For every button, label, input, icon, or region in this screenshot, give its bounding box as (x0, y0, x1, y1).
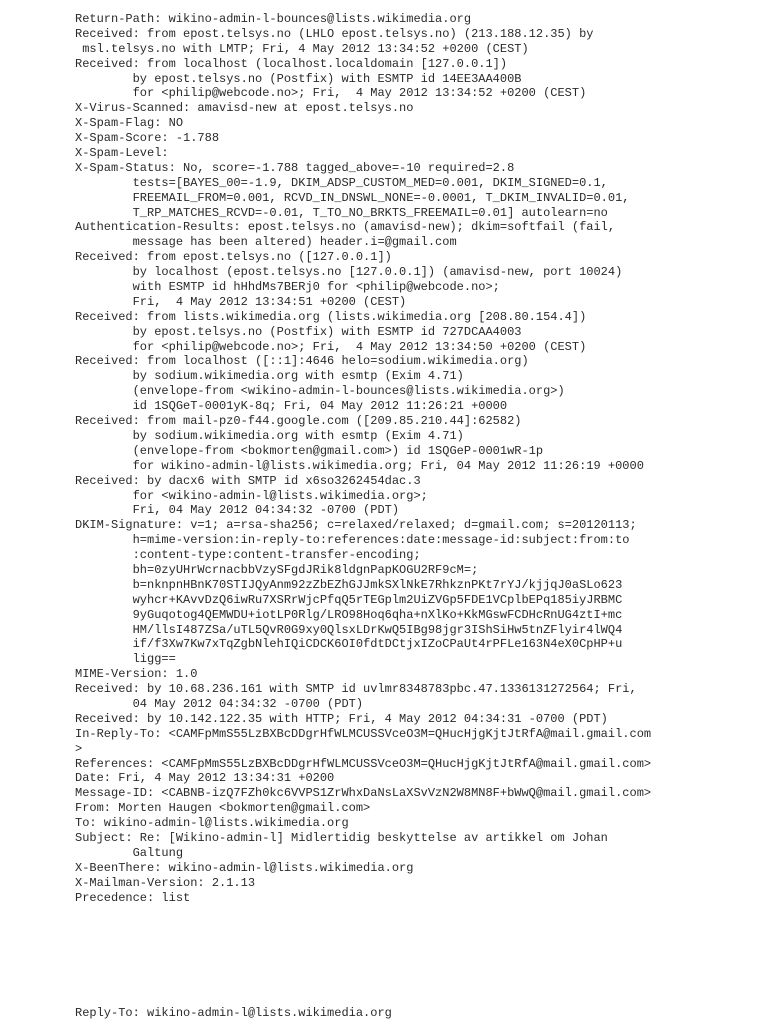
header-line: DKIM-Signature: v=1; a=rsa-sha256; c=relaxed/relaxed; d=gmail.com; s=20120113; (75, 518, 637, 533)
header-line: > (75, 741, 83, 756)
header-line: X-Mailman-Version: 2.1.13 (75, 875, 256, 890)
header-line: MIME-Version: 1.0 (75, 667, 198, 682)
header-line: msl.telsys.no with LMTP; Fri, 4 May 2012 13:34:52 +0200 (CEST) (75, 41, 529, 56)
header-line: Return-Path: wikino-admin-l-bounces@lists.wikimedia.org (75, 12, 472, 26)
header-line: wyhcr+KAvvDzQ6iwRu7XSRrWjcPfqQ5rTEGplm2UiZVGp5FDE1VCplbEPq185iyJRBMC (75, 592, 623, 607)
header-line: To: wikino-admin-l@lists.wikimedia.org (75, 816, 349, 831)
header-line: ligg== (75, 652, 176, 667)
header-line: by localhost (epost.telsys.no [127.0.0.1]) (amavisd-new, port 10024) (75, 265, 623, 280)
header-line: T_RP_MATCHES_RCVD=-0.01, T_TO_NO_BRKTS_FREEMAIL=0.01] autolearn=no (75, 205, 608, 220)
header-line: X-Spam-Flag: NO (75, 116, 184, 131)
header-line: by sodium.wikimedia.org with esmtp (Exim 4.71) (75, 428, 464, 443)
header-line: Received: from localhost (localhost.localdomain [127.0.0.1]) (75, 56, 508, 71)
header-line: for <wikino-admin-l@lists.wikimedia.org>; (75, 488, 428, 503)
header-line: Fri, 4 May 2012 13:34:51 +0200 (CEST) (75, 294, 407, 309)
header-line: Galtung (75, 845, 184, 860)
reply-to-line: Reply-To: wikino-admin-l@lists.wikimedia.org (75, 1006, 392, 1020)
header-line: Message-ID: <CABNB-izQ7FZh0kc6VVPS1ZrWhxDaNsLaXSvVzN2W8MN8F+bWwQ@mail.gmail.com> (75, 786, 652, 801)
header-line: b=nknpnHBnK70STIJQyAnm92zZbEZhGJJmkSXlNkE7RhkznPKt7rYJ/kjjqJ0aSLo623 (75, 577, 623, 592)
header-line: if/f3Xw7Kw7xTqZgbNlehIQiCDCK6OI0fdtDCtjxIZoCPaUt4rPFLe163N4eX0CpHP+u (75, 637, 623, 652)
header-line: tests=[BAYES_00=-1.9, DKIM_ADSP_CUSTOM_MED=0.001, DKIM_SIGNED=0.1, (75, 175, 608, 190)
header-line: Date: Fri, 4 May 2012 13:34:31 +0200 (75, 771, 335, 786)
header-line: X-BeenThere: wikino-admin-l@lists.wikimedia.org (75, 860, 414, 875)
header-line: id 1SQGeT-0001yK-8q; Fri, 04 May 2012 11:26:21 +0000 (75, 399, 508, 414)
header-line: Received: from lists.wikimedia.org (lists.wikimedia.org [208.80.154.4]) (75, 309, 587, 324)
header-line: by sodium.wikimedia.org with esmtp (Exim 4.71) (75, 369, 464, 384)
header-line: X-Virus-Scanned: amavisd-new at epost.telsys.no (75, 101, 414, 116)
header-line: for <philip@webcode.no>; Fri, 4 May 2012 13:34:52 +0200 (CEST) (75, 86, 587, 101)
header-line: (envelope-from <wikino-admin-l-bounces@lists.wikimedia.org>) (75, 384, 565, 399)
header-line: 9yGuqotog4QEMWDU+iotLP0Rlg/LRO98Hoq6qha+nXlKo+KkMGswFCDHcRnUG4ztI+mc (75, 607, 623, 622)
header-line: Received: from epost.telsys.no ([127.0.0.1]) (75, 250, 392, 265)
header-line: Received: from epost.telsys.no (LHLO epost.telsys.no) (213.188.12.35) by (75, 26, 594, 41)
header-line: X-Spam-Score: -1.788 (75, 131, 220, 146)
header-line: Precedence: list (75, 890, 191, 905)
header-line: for wikino-admin-l@lists.wikimedia.org; Fri, 04 May 2012 11:26:19 +0000 (75, 458, 644, 473)
header-line: Subject: Re: [Wikino-admin-l] Midlertidig beskyttelse av artikkel om Johan (75, 830, 608, 845)
header-line: Received: by 10.68.236.161 with SMTP id uvlmr8348783pbc.47.1336131272564; Fri, (75, 682, 637, 697)
header-line: message has been altered) header.i=@gmail.com (75, 235, 457, 250)
header-line: h=mime-version:in-reply-to:references:date:message-id:subject:from:to (75, 533, 630, 548)
header-line: X-Spam-Level: (75, 146, 169, 161)
header-line: In-Reply-To: <CAMFpMmS55LzBXBcDDgrHfWLMCUSSVceO3M=QHucHjgKjtJtRfA@mail.gmail.com (75, 726, 652, 741)
header-line: by epost.telsys.no (Postfix) with ESMTP id 14EE3AA400B (75, 71, 522, 86)
header-line: References: <CAMFpMmS55LzBXBcDDgrHfWLMCUSSVceO3M=QHucHjgKjtJtRfA@mail.gmail.com> (75, 756, 652, 771)
header-line: Received: from mail-pz0-f44.google.com ([209.85.210.44]:62582) (75, 414, 522, 429)
header-line: for <philip@webcode.no>; Fri, 4 May 2012 13:34:50 +0200 (CEST) (75, 339, 587, 354)
header-line: Received: by dacx6 with SMTP id x6so3262454dac.3 (75, 473, 421, 488)
header-line: :content-type:content-transfer-encoding; (75, 548, 421, 563)
header-line: Fri, 04 May 2012 04:34:32 -0700 (PDT) (75, 503, 400, 518)
header-line: Authentication-Results: epost.telsys.no (amavisd-new); dkim=softfail (fail, (75, 220, 616, 235)
header-line: HM/llsI487ZSa/uTL5QvR0G9xy0QlsxLDrKwQ5IBg98jgr3IShSiHw5tnZFlyir4lWQ4 (75, 622, 623, 637)
header-line: FREEMAIL_FROM=0.001, RCVD_IN_DNSWL_NONE=-0.0001, T_DKIM_INVALID=0.01, (75, 190, 630, 205)
header-line: 04 May 2012 04:34:32 -0700 (PDT) (75, 696, 364, 711)
header-line: with ESMTP id hHhdMs7BERj0 for <philip@webcode.no>; (75, 280, 500, 295)
header-line: by epost.telsys.no (Postfix) with ESMTP id 727DCAA4003 (75, 324, 522, 339)
header-line: Received: from localhost ([::1]:4646 helo=sodium.wikimedia.org) (75, 354, 529, 369)
header-line: Received: by 10.142.122.35 with HTTP; Fri, 4 May 2012 04:34:31 -0700 (PDT) (75, 711, 608, 726)
header-line: X-Spam-Status: No, score=-1.788 tagged_above=-10 required=2.8 (75, 160, 515, 175)
header-line: bh=0zyUHrWcrnacbbVzySFgdJRik8ldgnPapKOGU2RF9cM=; (75, 562, 479, 577)
email-header-block (75, 12, 765, 905)
header-line: (envelope-from <bokmorten@gmail.com>) id 1SQGeP-0001wR-1p (75, 443, 544, 458)
header-line: From: Morten Haugen <bokmorten@gmail.com> (75, 801, 371, 816)
